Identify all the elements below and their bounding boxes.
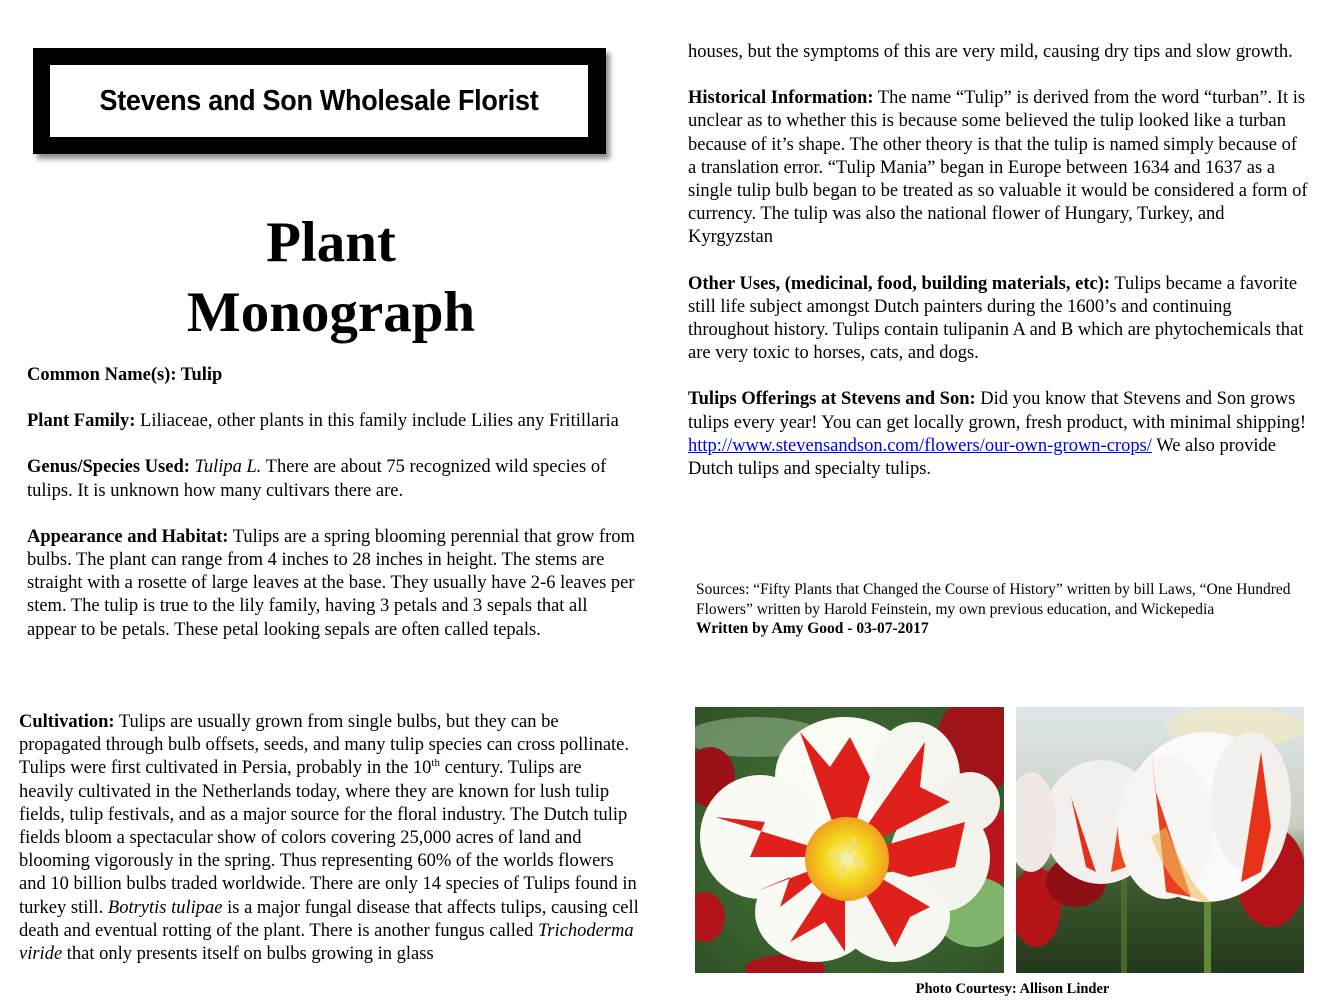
section-other-uses: Other Uses, (medicinal, food, building materials, etc): Tulips became a favorite still life subject amongst Dutch painters during the 1600’s and continuing throughout history. Tulips contain tulipanin A and B which are phytochemicals that are very toxic to horses, cats, and dogs.: [688, 273, 1304, 364]
section-appearance: Appearance and Habitat: Tulips are a spring blooming perennial that grow from bulbs. The plant can range from 4 inches to 28 inches in height. The stems are straight with a rosette of large leaves at the base. They usually have 2-6 leaves per stem. The tulip is true to the lily family, having 3 petals and 3 sepals that all appear to be petals. These petal looking sepals are often called tepals.: [27, 526, 635, 640]
tulip-open-image: [695, 707, 1004, 973]
tulip-photo-open: [695, 707, 1004, 973]
logo-box: [33, 48, 606, 154]
section-offerings: Tulips Offerings at Stevens and Son: Did you know that Stevens and Son grows tulips every year! You can get locally grown, fresh product, with minimal shipping! http://www.stevensandson.com/flowers/our-own-grown-crops/ We also provide Dutch tulips and specialty tulips.: [688, 389, 1307, 480]
left-column: [27, 364, 639, 665]
logo-inner: [50, 65, 588, 137]
right-column: [688, 41, 1308, 504]
author-line: Written by Amy Good - 03-07-2017: [696, 620, 929, 637]
tulip-photo-closed: [1016, 707, 1304, 973]
section-cultivation: Cultivation: Tulips are usually grown from single bulbs, but they can be propagated through bulb offsets, seeds, and many tulip species can cross pollinate. Tulips were first cultivated in Persia, probably in the 10th century. Tulips are heavily cultivated in the Netherlands today, where they are known for lush tulip fields, tulip festivals, and as a major source for the floral industry. The Dutch tulip fields bloom a spectacular show of colors covering 25,000 acres of land and blooming vigorously in the spring. Thus representing 60% of the worlds flowers and 10 billion bulbs traded worldwide. There are only 14 species of Tulips found in turkey still. Botrytis tulipae is a major fungal disease that affects tulips, causing cell death and eventual rotting of the plant. There is another fungus called Trichoderma viride that only presents itself on bulbs growing in glass: [19, 712, 639, 965]
title-line-2: Monograph: [186, 281, 476, 344]
sources-text: Sources: “Fifty Plants that Changed the Course of History” written by bill Laws, “One Hundred Flowers” written by Harold Feinstein, my own previous education, and Wickepedia: [696, 581, 1291, 618]
sources-block: [696, 580, 1296, 639]
section-historical: Historical Information: The name “Tulip” is derived from the word “turban”. It is unclear as to whether this is because some believed the tulip looked like a turban because of it’s shape. The other theory is that the tulip is named simply because of a translation error. “Tulip Mania” began in Europe between 1634 and 1637 as a single tulip bulb began to be treated as so valuable it would be considered a form of currency. The tulip was also the national flower of Hungary, Turkey, and Kyrgyzstan: [688, 88, 1308, 248]
section-cultivation-continued: houses, but the symptoms of this are very mild, causing dry tips and slow growth.: [688, 42, 1293, 62]
logo-text: Stevens and Son Wholesale Florist: [99, 84, 539, 117]
page-title: [0, 208, 662, 348]
photo-caption: Photo Courtesy: Allison Linder: [915, 981, 1110, 997]
offerings-link[interactable]: http://www.stevensandson.com/flowers/our-own-grown-crops/: [688, 435, 1152, 456]
section-plant-family: Plant Family: Liliaceae, other plants in this family include Lilies any Fritillaria: [27, 411, 619, 432]
title-line-1: Plant: [266, 211, 396, 274]
section-common-name: Common Name(s): Tulip: [27, 365, 223, 385]
tulip-closed-image: [1016, 707, 1304, 973]
section-genus-species: Genus/Species Used: Tulipa L. There are about 75 recognized wild species of tulips. It is unknown how many cultivars there are.: [27, 457, 607, 501]
